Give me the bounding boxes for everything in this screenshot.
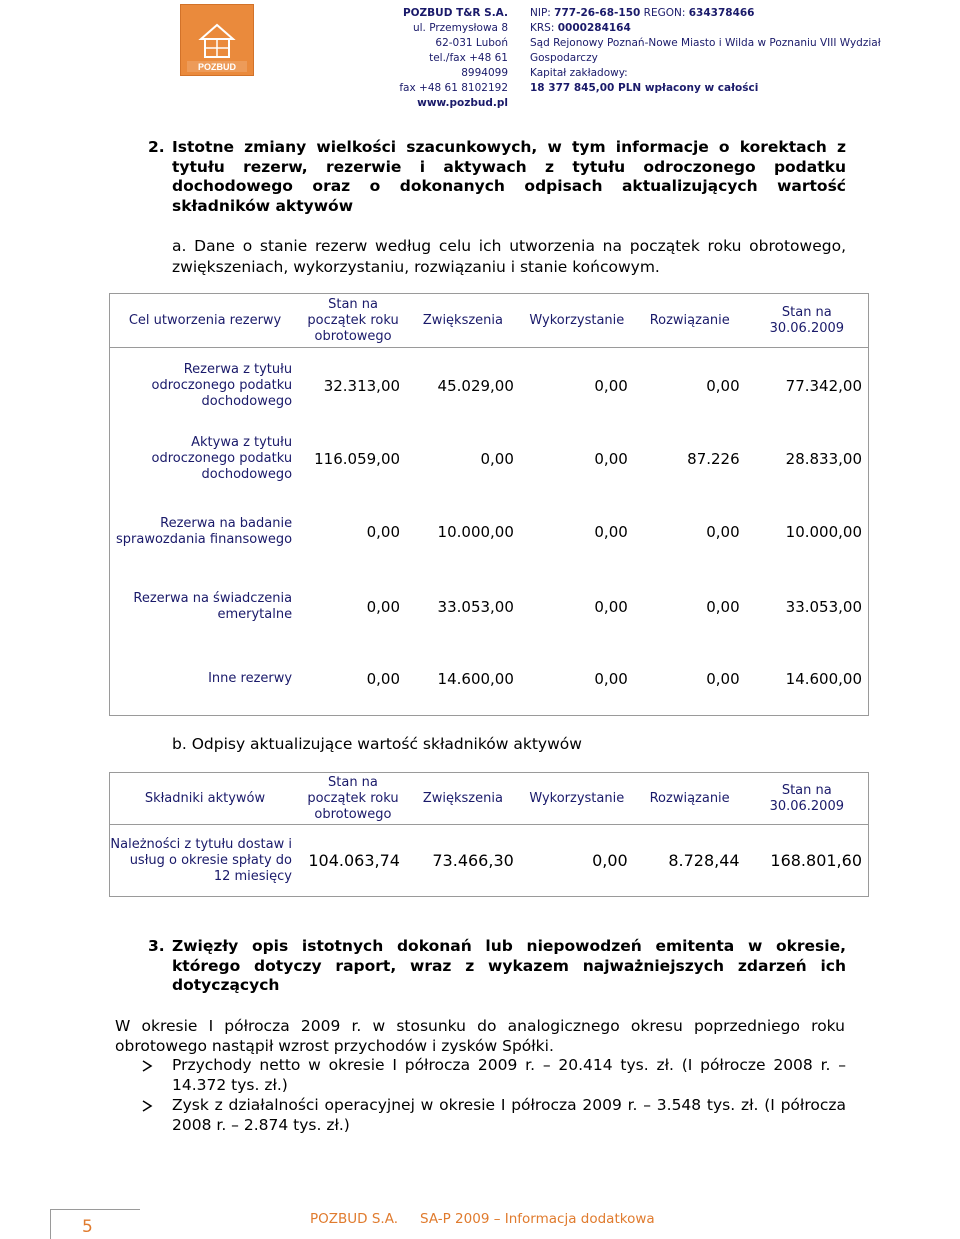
logo-text: POZBUD — [198, 62, 236, 72]
row-label: Aktywa z tytułu odroczonego podatku dochodowego — [110, 424, 301, 494]
logo-house-icon — [181, 5, 253, 75]
value-cell: 10.000,00 — [746, 494, 869, 570]
value-cell: 0,00 — [480, 449, 514, 468]
value-cell: 32.313,00 — [323, 376, 401, 395]
nip-regon-line — [530, 6, 950, 21]
table-reserves-header — [110, 294, 869, 348]
krs-value: 0000284164 — [557, 22, 631, 34]
value-cell: 0,00 — [594, 597, 628, 616]
company-name: POZBUD T&R S.A. — [402, 7, 508, 19]
krs-label: KRS: — [530, 22, 555, 34]
value-cell: 0,00 — [594, 376, 628, 395]
court-line-2: Gospodarczy — [530, 52, 598, 64]
value-cell: 10.000,00 — [437, 522, 514, 541]
value-cell: 33.053,00 — [437, 597, 514, 616]
krs-line — [530, 21, 950, 36]
value-cell: 0,00 — [520, 644, 634, 716]
header-cell: Składniki aktywów — [110, 773, 300, 825]
value-cell: 77.342,00 — [746, 348, 869, 424]
value-cell: 0,00 — [300, 644, 406, 716]
table-row — [110, 494, 869, 570]
value-cell: 0,00 — [634, 644, 746, 716]
value-cell: 0,00 — [594, 449, 628, 468]
company-logo — [180, 4, 254, 76]
value-cell: 168.801,60 — [746, 825, 869, 897]
value-cell: 73.466,30 — [406, 825, 520, 897]
header-cell: Wykorzystanie — [520, 294, 634, 348]
value-cell: 28.833,00 — [746, 424, 869, 494]
header-cell: Stan na 30.06.2009 — [746, 294, 869, 348]
value-cell: 0,00 — [706, 376, 740, 395]
row-label: Rezerwa na świadczenia emerytalne — [110, 570, 301, 644]
header-cell: Rozwiązanie — [634, 773, 746, 825]
company-registry — [530, 6, 950, 96]
section-2-title: Istotne zmiany wielkości szacunkowych, w tym informacje o korektach z tytułu rezerw, rezerwie i aktywach z tytułu odroczonego podatku dochodowego oraz o dokonanych odpisach aktualizujących wartość składników aktywów — [172, 138, 846, 215]
row-label: Należności z tytułu dostaw i usług o okresie spłaty do 12 miesięcy — [110, 825, 300, 897]
value-cell: 104.063,74 — [300, 825, 406, 897]
value-cell: 0,00 — [520, 825, 634, 897]
table-row — [110, 348, 869, 424]
table-row — [110, 570, 869, 644]
value-cell: 0,00 — [706, 522, 740, 541]
footer-document-title: SA-P 2009 – Informacja dodatkowa — [420, 1211, 655, 1227]
value-cell: 0,00 — [594, 522, 628, 541]
section-2-number: 2. — [148, 138, 165, 156]
footer-company: POZBUD S.A. — [310, 1211, 398, 1227]
section-2a-text: a. Dane o stanie rezerw według celu ich utworzenia na początek roku obrotowego, zwiększeniach, wykorzystaniu, rozwiązaniu i stanie końcowym. — [172, 237, 846, 276]
value-cell: 33.053,00 — [746, 570, 869, 644]
section-3-heading — [148, 937, 846, 996]
table-reserves — [109, 293, 869, 716]
value-cell: 14.600,00 — [406, 644, 520, 716]
arrow-bullet-icon — [140, 1095, 154, 1118]
company-address — [380, 6, 508, 111]
capital-label: Kapitał zakładowy: — [530, 67, 628, 79]
header-cell: Stan na 30.06.2009 — [746, 773, 869, 825]
row-label: Rezerwa na badanie sprawozdania finansowego — [110, 494, 301, 570]
value-cell: 0,00 — [706, 597, 740, 616]
nip-value: 777-26-68-150 — [554, 7, 641, 19]
list-item — [140, 1055, 846, 1095]
table-row — [110, 825, 869, 897]
list-item — [140, 1095, 846, 1135]
regon-label: REGON: — [643, 7, 686, 19]
section-3-number: 3. — [148, 937, 165, 955]
value-cell: 8.728,44 — [634, 825, 746, 897]
value-cell: 45.029,00 — [437, 376, 514, 395]
company-fax: fax +48 61 8102192 — [399, 82, 508, 94]
table-writeoffs-header — [110, 773, 869, 825]
page-number: 5 — [82, 1217, 93, 1237]
table-row — [110, 424, 869, 494]
section-2b-text: b. Odpisy aktualizujące wartość składników aktywów — [172, 735, 582, 753]
court-line-1: Sąd Rejonowy Poznań-Nowe Miasto i Wilda w Poznaniu VIII Wydział — [530, 37, 881, 49]
header-cell: Stan na początek roku obrotowego — [300, 773, 406, 825]
table-writeoffs — [109, 772, 869, 897]
nip-label: NIP: — [530, 7, 551, 19]
section-3-title: Zwięzły opis istotnych dokonań lub niepowodzeń emitenta w okresie, którego dotyczy raport, wraz z wykazem najważniejszych zdarzeń ich dotyczących — [172, 937, 846, 994]
header-cell: Zwiększenia — [406, 294, 520, 348]
page-number-frame — [50, 1209, 140, 1239]
company-street: ul. Przemysłowa 8 — [412, 22, 508, 34]
header-cell: Wykorzystanie — [520, 773, 634, 825]
value-cell: 116.059,00 — [314, 449, 401, 468]
value-cell: 0,00 — [366, 522, 401, 541]
bullet-text: Przychody netto w okresie I półrocza 2009 r. – 20.414 tys. zł. (I półrocze 2008 r. – 14.372 tys. zł.) — [172, 1056, 846, 1094]
value-cell: 87.226 — [687, 449, 740, 468]
header-cell: Rozwiązanie — [634, 294, 746, 348]
table-row — [110, 644, 869, 716]
arrow-bullet-icon — [140, 1055, 154, 1078]
company-www[interactable]: www.pozbud.pl — [417, 97, 508, 109]
regon-value: 634378466 — [688, 7, 755, 19]
company-city: 62-031 Luboń — [435, 37, 508, 49]
bullet-text: Zysk z działalności operacyjnej w okresie I półrocza 2009 r. – 3.548 tys. zł. (I półrocza 2008 r. – 2.874 tys. zł.) — [172, 1096, 846, 1134]
header-cell: Stan na początek roku obrotowego — [300, 294, 406, 348]
value-cell: 0,00 — [366, 597, 401, 616]
header-cell: Cel utworzenia rezerwy — [110, 294, 301, 348]
row-label: Inne rezerwy — [110, 644, 301, 716]
section-2-heading — [148, 138, 846, 216]
value-cell: 14.600,00 — [746, 644, 869, 716]
company-tel: tel./fax +48 61 8994099 — [429, 52, 508, 79]
section-3-paragraph: W okresie I półrocza 2009 r. w stosunku do analogicznego okresu poprzedniego roku obrotowego nastąpił wzrost przychodów i zysków Spółki. — [115, 1017, 845, 1055]
capital-value: 18 377 845,00 PLN wpłacony w całości — [530, 82, 759, 94]
header-cell: Zwiększenia — [406, 773, 520, 825]
row-label: Rezerwa z tytułu odroczonego podatku dochodowego — [110, 348, 301, 424]
